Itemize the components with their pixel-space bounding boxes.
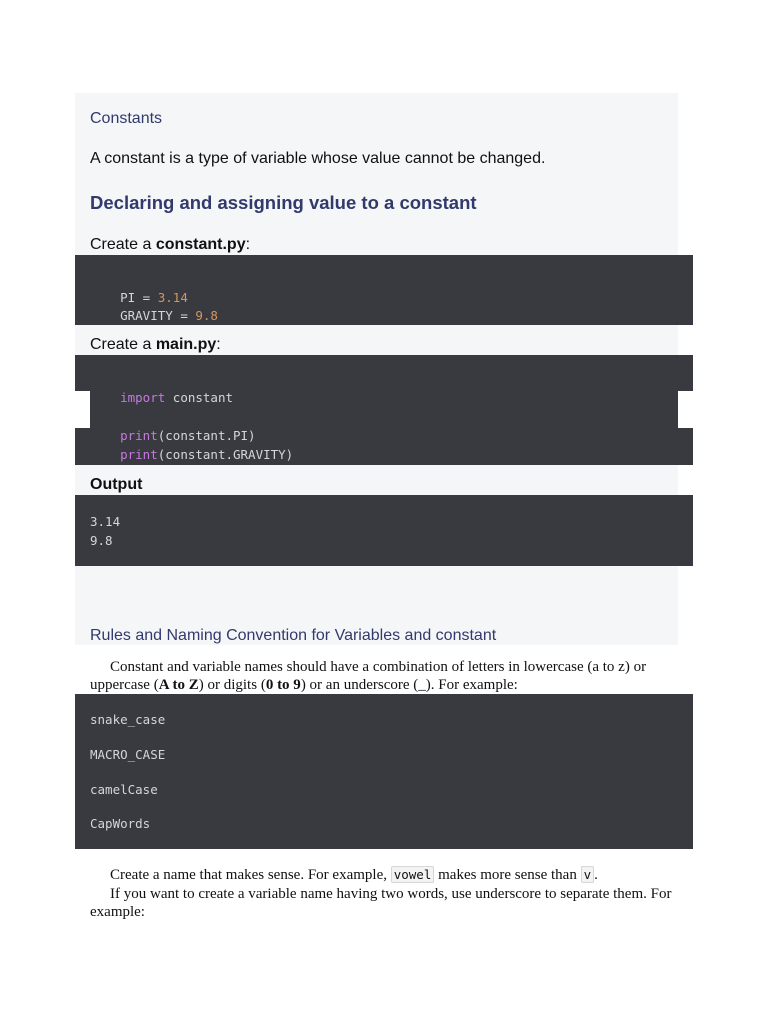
code-number: 9.8: [195, 308, 218, 323]
inline-code: vowel: [391, 866, 435, 883]
rule-text: Create a name that makes sense. For example,: [110, 867, 391, 883]
code-block-edge-marker: [75, 391, 90, 428]
create-main-suffix: :: [216, 336, 221, 353]
main-code-block: [75, 355, 693, 465]
code-text: PI =: [120, 290, 158, 305]
example-line: MACRO_CASE: [90, 747, 166, 762]
section-title-constants: Constants: [90, 110, 163, 127]
output-label: Output: [90, 476, 143, 493]
code-line: [90, 431, 293, 479]
constant-file-name: constant.py: [155, 236, 246, 253]
code-keyword: print: [120, 428, 158, 443]
create-constant-instruction: [90, 236, 250, 254]
constant-code-block: [75, 255, 693, 325]
example-line: camelCase: [90, 782, 158, 797]
code-text: constant: [165, 390, 233, 405]
rule-text: ) or digits (: [198, 677, 266, 693]
example-line: CapWords: [90, 816, 151, 831]
section-title-rules: Rules and Naming Convention for Variables and constant: [90, 627, 497, 644]
code-block-edge-marker: [678, 391, 693, 428]
code-keyword: print: [120, 447, 158, 462]
code-text: (constant.PI): [157, 428, 256, 443]
create-constant-prefix: Create a: [90, 236, 156, 253]
code-line: [90, 292, 218, 340]
output-line: 3.14: [90, 514, 121, 529]
output-line: 9.8: [90, 533, 113, 548]
rule-text: makes more sense than: [434, 867, 581, 883]
inline-code: v: [581, 866, 595, 883]
rule-text: .: [594, 867, 598, 883]
constants-intro: A constant is a type of variable whose value cannot be changed.: [90, 150, 546, 167]
create-main-prefix: Create a: [90, 336, 156, 353]
rule-letters-digits: [90, 658, 690, 694]
create-constant-suffix: :: [245, 236, 251, 253]
main-file-name: main.py: [155, 336, 217, 353]
rule-text: Constant and variable names should have a combination of letters in lowercase (a to z) or uppercase (: [90, 659, 647, 693]
code-keyword: import: [120, 390, 166, 405]
code-number: 3.14: [157, 290, 188, 305]
code-text: GRAVITY =: [120, 308, 196, 323]
naming-examples-code-block: [75, 694, 693, 849]
create-main-instruction: [90, 336, 221, 354]
rule-bold-text: A to Z: [158, 677, 199, 693]
declaring-heading: Declaring and assigning value to a constant: [90, 192, 477, 213]
example-line: snake_case: [90, 712, 166, 727]
rule-two-words: If you want to create a variable name having two words, use underscore to separate them. For example:: [90, 886, 672, 920]
rule-bold-text: 0 to 9: [265, 677, 301, 693]
output-code-block: [75, 495, 693, 566]
rule-meaningful-name: [90, 866, 690, 884]
code-text: (constant.GRAVITY): [157, 447, 294, 462]
rule-text: ) or an underscore (_). For example:: [300, 677, 518, 693]
